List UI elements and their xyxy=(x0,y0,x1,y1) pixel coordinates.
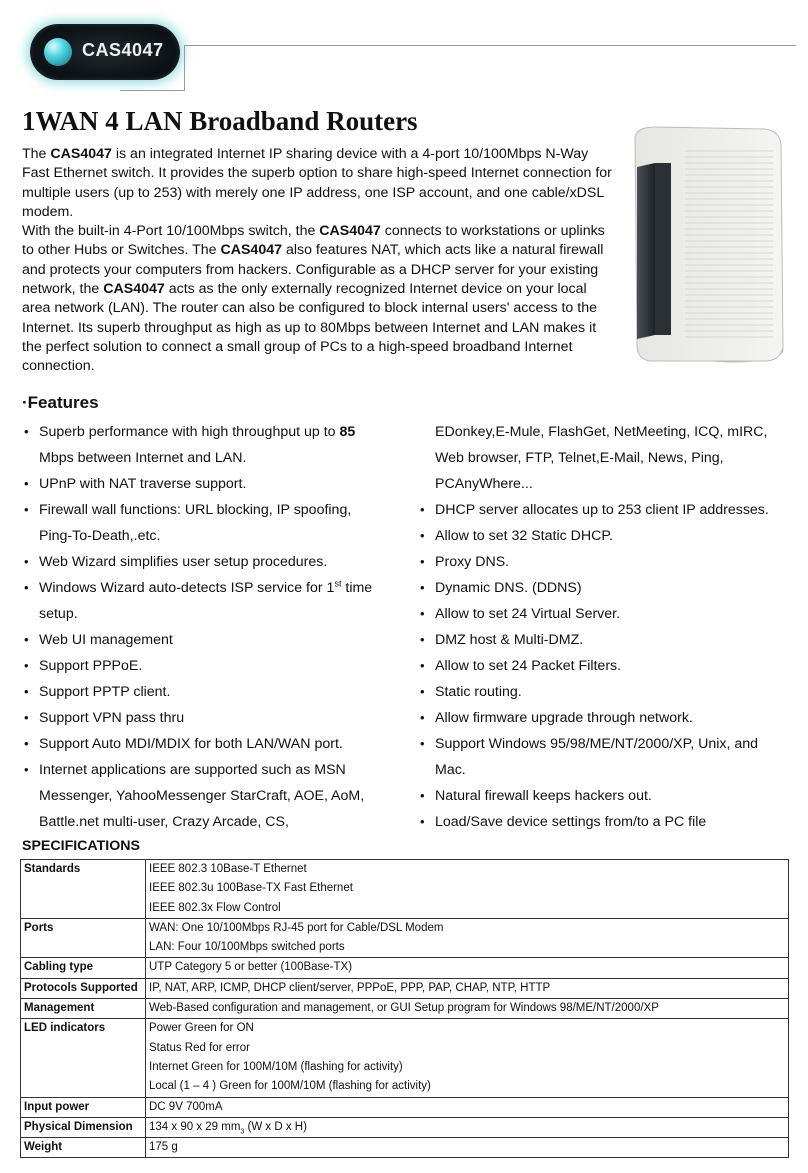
spec-value-line xyxy=(149,1039,785,1058)
spec-key xyxy=(21,918,146,958)
feature-item xyxy=(22,471,392,497)
intro-paragraph-1 xyxy=(22,145,612,222)
bullet-icon: • xyxy=(420,658,425,673)
spec-key-label: Input power xyxy=(24,1100,90,1113)
bullet-icon: • xyxy=(24,424,29,439)
spec-key-label: Protocols Supported xyxy=(24,981,138,994)
text-run: connects to workstations or uplinks to other Hubs or Switches. The xyxy=(22,223,605,259)
bullet-icon: • xyxy=(420,502,425,517)
spec-key xyxy=(21,978,146,998)
text-run: Web UI management xyxy=(39,632,173,648)
spec-value xyxy=(146,918,789,958)
router-image xyxy=(615,125,795,370)
bullet-icon: • xyxy=(420,528,425,543)
text-run: Internet applications are supported such as MSN xyxy=(39,762,346,778)
feature-item xyxy=(22,757,392,783)
text-run: Battle.net multi-user, Crazy Arcade, CS, xyxy=(39,814,289,830)
text-run: Internet Green for 100M/10M (flashing for activity) xyxy=(149,1060,403,1073)
feature-item-continued xyxy=(22,783,392,809)
text-run: Support Windows 95/98/ME/NT/2000/XP, Unix, and xyxy=(435,736,759,752)
text-run: Dynamic DNS. (DDNS) xyxy=(435,580,582,596)
spec-key-label: LED indicators xyxy=(24,1022,106,1035)
text-run: IEEE 802.3 10Base-T Ethernet xyxy=(149,863,307,875)
feature-item xyxy=(22,627,392,653)
spec-value xyxy=(146,958,789,978)
bold-text: CAS4047 xyxy=(319,223,381,240)
text-run: With the built-in 4-Port 10/100Mbps switch, the xyxy=(22,223,320,240)
bold-text: CAS4047 xyxy=(103,281,165,298)
spec-row xyxy=(21,1138,789,1158)
badge-orb-icon xyxy=(44,38,72,66)
spec-value-line xyxy=(149,1098,785,1117)
feature-item xyxy=(22,549,392,575)
feature-item xyxy=(418,627,788,653)
spec-value-line xyxy=(149,1058,785,1077)
text-run: Allow to set 32 Static DHCP. xyxy=(435,528,613,544)
bullet-icon: • xyxy=(420,814,425,829)
bullet-icon: • xyxy=(24,710,29,725)
text-run: Firewall wall functions: URL blocking, IP spoofing, xyxy=(39,502,352,518)
feature-item xyxy=(418,653,788,679)
spec-key xyxy=(21,1117,146,1137)
feature-item-continued xyxy=(22,809,392,835)
text-run: IEEE 802.3u 100Base-TX Fast Ethernet xyxy=(149,882,353,895)
feature-item xyxy=(22,575,392,601)
bullet-icon: • xyxy=(420,684,425,699)
spec-value-line xyxy=(149,958,785,977)
bold-text: CAS4047 xyxy=(50,146,112,162)
bullet-icon: • xyxy=(420,580,425,595)
text-run: time xyxy=(341,580,373,596)
bullet-icon: • xyxy=(24,580,29,595)
text-run: Web Wizard simplifies user setup procedures. xyxy=(39,554,328,570)
text-run: Load/Save device settings from/to a PC file xyxy=(435,814,707,830)
bullet-icon: • xyxy=(420,606,425,621)
header-rule-bottom xyxy=(120,90,185,91)
spec-value xyxy=(146,978,789,998)
header-rule-vertical xyxy=(184,45,185,90)
superscript: st xyxy=(334,578,342,589)
bullet-icon: • xyxy=(420,736,425,751)
text-run: Web-Based configuration and management, or GUI Setup program for Windows 98/ME/NT/2000/XP xyxy=(149,1002,659,1015)
spec-key-label: Management xyxy=(24,1002,95,1015)
text-run: Support VPN pass thru xyxy=(39,710,185,726)
feature-item-continued xyxy=(22,523,392,549)
feature-item xyxy=(22,419,392,445)
bullet-icon: • xyxy=(420,632,425,647)
badge-label: CAS4047 xyxy=(82,40,164,60)
text-run: Allow firmware upgrade through network. xyxy=(435,710,693,726)
bullet-icon: • xyxy=(420,554,425,569)
feature-item xyxy=(418,601,788,627)
text-run: UTP Category 5 or better (100Base-TX) xyxy=(149,961,353,974)
spec-value-line xyxy=(149,1019,785,1038)
spec-value-line xyxy=(149,1138,785,1157)
spec-value-line xyxy=(149,899,785,918)
spec-row xyxy=(21,1097,789,1117)
text-run: Messenger, YahooMessenger StarCraft, AOE, AoM, xyxy=(39,788,365,804)
text-run: Windows Wizard auto-detects ISP service for 1 xyxy=(39,580,335,596)
features-list-right xyxy=(418,419,788,835)
spec-key xyxy=(21,999,146,1019)
bullet-icon: • xyxy=(24,736,29,751)
text-run: Web browser, FTP, Telnet,E-Mail, News, Ping, xyxy=(435,450,724,466)
product-badge xyxy=(30,24,180,80)
spec-row xyxy=(21,1117,789,1137)
feature-item xyxy=(418,705,788,731)
spec-value xyxy=(146,1117,789,1137)
text-run: DC 9V 700mA xyxy=(149,1100,223,1113)
intro-text xyxy=(22,145,612,377)
text-run: Superb performance with high throughput up to xyxy=(39,424,340,440)
feature-item xyxy=(22,497,392,523)
text-run: Support PPPoE. xyxy=(39,658,143,674)
router-dark-face xyxy=(655,163,671,335)
text-run: Power Green for ON xyxy=(149,1022,254,1035)
text-run: Allow to set 24 Packet Filters. xyxy=(435,658,622,674)
text-run: is an integrated Internet IP sharing device with a 4-port 10/100Mbps N-Way Fast Ethernet switch. It provides the superb option to share high-speed Internet connection for multiple users (up to 253) with merely one IP address, one ISP account, and one cable/xDSL modem. xyxy=(22,146,612,220)
text-run: DMZ host & Multi-DMZ. xyxy=(435,632,584,648)
spec-value xyxy=(146,999,789,1019)
bullet-icon: • xyxy=(420,788,425,803)
text-run: IP, NAT, ARP, ICMP, DHCP client/server, PPPoE, PPP, PAP, CHAP, NTP, HTTP xyxy=(149,981,551,994)
text-run: Status Red for error xyxy=(149,1041,250,1054)
feature-item xyxy=(418,679,788,705)
text-run: acts as the only externally recognized Internet device on your local area network (LAN). The router can also be configured to block internal users' access to the Internet. Its superb throughput as high as up to 80Mbps between Internet and LAN makes it the perfect solution to connect a small group of PCs to a high-speed broadband Internet connection. xyxy=(22,281,597,375)
feature-item xyxy=(22,679,392,705)
text-run: Mac. xyxy=(435,762,466,778)
features-heading: ·Features xyxy=(22,393,99,412)
text-run: The xyxy=(22,146,51,162)
text-run: WAN: One 10/100Mbps RJ-45 port for Cable/DSL Modem xyxy=(149,921,444,934)
feature-item xyxy=(418,809,788,835)
bold-text: 85 xyxy=(339,424,356,440)
spec-value-line xyxy=(149,938,785,957)
text-run: 134 x 90 x 29 mm xyxy=(149,1120,241,1133)
text-run: Local (1 – 4 ) Green for 100M/10M (flashing for activity) xyxy=(149,1080,431,1093)
feature-item xyxy=(418,575,788,601)
spec-value-line xyxy=(149,919,785,938)
feature-item xyxy=(418,549,788,575)
header-rule xyxy=(184,45,796,46)
spec-row xyxy=(21,978,789,998)
spec-value-line xyxy=(149,860,785,879)
spec-row xyxy=(21,958,789,978)
bold-text: CAS4047 xyxy=(220,242,282,259)
bullet-icon: • xyxy=(24,502,29,517)
text-run: LAN: Four 10/100Mbps switched ports xyxy=(149,941,345,954)
bullet-icon: • xyxy=(24,684,29,699)
intro-paragraph-2 xyxy=(22,222,612,376)
bullet-icon: • xyxy=(24,632,29,647)
text-run: Allow to set 24 Virtual Server. xyxy=(435,606,621,622)
text-run: (W x D x H) xyxy=(244,1120,307,1133)
spec-value xyxy=(146,1019,789,1097)
text-run: 175 g xyxy=(149,1141,178,1154)
feature-item xyxy=(22,705,392,731)
bullet-icon: • xyxy=(24,476,29,491)
spec-value-line xyxy=(149,999,785,1018)
feature-item-continued xyxy=(418,757,788,783)
spec-row xyxy=(21,999,789,1019)
bullet-icon: • xyxy=(24,554,29,569)
text-run: Proxy DNS. xyxy=(435,554,510,570)
spec-value-line xyxy=(149,979,785,998)
spec-key xyxy=(21,1019,146,1097)
text-run: Support Auto MDI/MDIX for both LAN/WAN port. xyxy=(39,736,343,752)
subscript: 3 xyxy=(240,1128,245,1136)
spec-value-line xyxy=(149,879,785,898)
bullet-icon: • xyxy=(420,710,425,725)
specifications-heading: SPECIFICATIONS xyxy=(22,838,140,854)
text-run: EDonkey,E-Mule, FlashGet, NetMeeting, ICQ, mIRC, xyxy=(435,424,768,440)
specifications-body xyxy=(21,860,789,1158)
text-run: Natural firewall keeps hackers out. xyxy=(435,788,652,804)
bullet-icon: • xyxy=(24,762,29,777)
feature-item xyxy=(418,731,788,757)
bullet-icon: • xyxy=(24,658,29,673)
text-run: UPnP with NAT traverse support. xyxy=(39,476,247,492)
feature-item-continued xyxy=(418,419,788,445)
spec-key-label: Cabling type xyxy=(24,961,94,974)
features-list-left xyxy=(22,419,392,835)
spec-key-label: Ports xyxy=(24,921,54,934)
text-run: also features NAT, which acts like a natural firewall and protects your computers from hackers. Configurable as a DHCP server for your existing network, the xyxy=(22,242,604,298)
text-run: PCAnyWhere... xyxy=(435,476,533,492)
feature-item xyxy=(418,783,788,809)
text-run: Ping-To-Death,.etc. xyxy=(39,528,161,544)
spec-value-line xyxy=(149,1118,785,1137)
spec-key xyxy=(21,860,146,919)
router-front-panel xyxy=(637,163,655,339)
text-run: Support PPTP client. xyxy=(39,684,171,700)
feature-item xyxy=(22,731,392,757)
page-title: 1WAN 4 LAN Broadband Routers xyxy=(22,106,418,136)
spec-key-label: Physical Dimension xyxy=(24,1120,133,1133)
spec-row xyxy=(21,1019,789,1097)
spec-key xyxy=(21,1097,146,1117)
feature-item-continued xyxy=(22,445,392,471)
spec-value xyxy=(146,860,789,919)
spec-value xyxy=(146,1097,789,1117)
feature-item-continued xyxy=(418,471,788,497)
text-run: setup. xyxy=(39,606,78,622)
feature-item xyxy=(418,523,788,549)
text-run: Static routing. xyxy=(435,684,522,700)
spec-row xyxy=(21,918,789,958)
feature-item-continued xyxy=(22,601,392,627)
text-run: DHCP server allocates up to 253 client IP addresses. xyxy=(435,502,769,518)
feature-item xyxy=(418,497,788,523)
feature-item xyxy=(22,653,392,679)
specifications-table xyxy=(20,859,789,1158)
feature-item-continued xyxy=(418,445,788,471)
spec-key-label: Weight xyxy=(24,1141,63,1154)
spec-key-label: Standards xyxy=(24,863,81,875)
text-run: IEEE 802.3x Flow Control xyxy=(149,901,281,914)
spec-row xyxy=(21,860,789,919)
spec-value-line xyxy=(149,1077,785,1096)
text-run: Mbps between Internet and LAN. xyxy=(39,450,247,466)
spec-value xyxy=(146,1138,789,1158)
spec-key xyxy=(21,958,146,978)
spec-key xyxy=(21,1138,146,1158)
